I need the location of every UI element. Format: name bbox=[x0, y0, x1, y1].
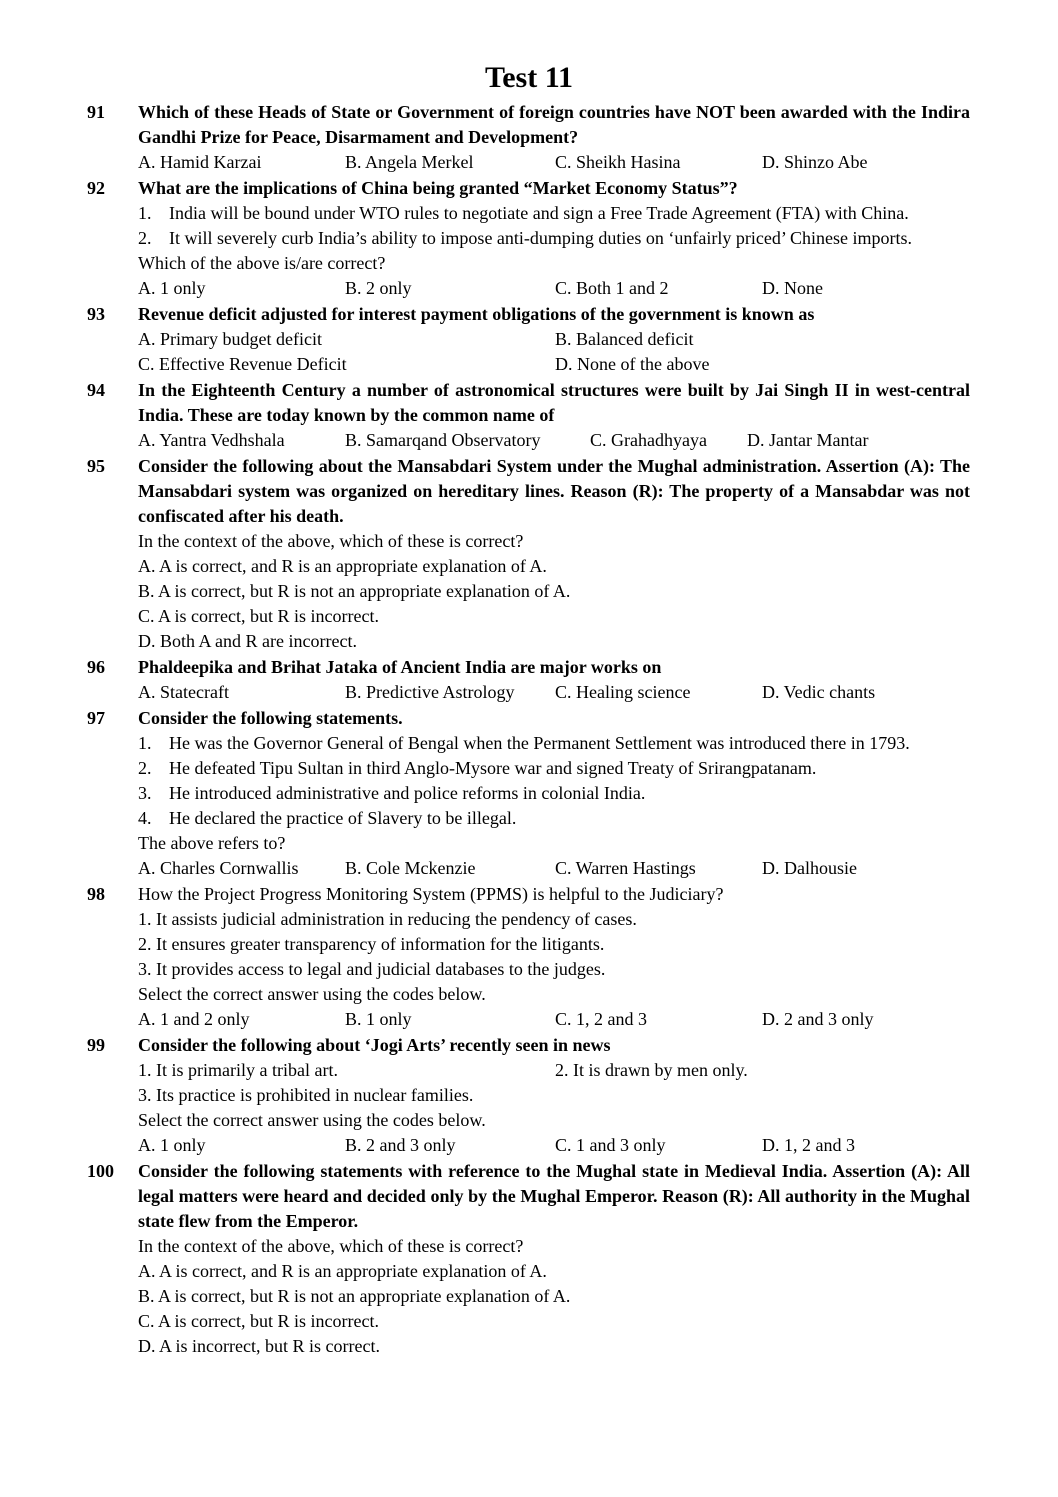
list-item-text: He defeated Tipu Sultan in third Anglo-Mysore war and signed Treaty of Srirangpatanam. bbox=[169, 758, 817, 778]
option: D. Vedic chants bbox=[762, 682, 876, 702]
answer-line: Select the correct answer using the codes below. bbox=[138, 984, 486, 1004]
option: D. Jantar Mantar bbox=[747, 430, 869, 450]
question bbox=[0, 100, 1058, 175]
question-number: 96 bbox=[87, 657, 105, 677]
list-item-text: It will severely curb India’s ability to impose anti-dumping duties on ‘unfairly priced’ Chinese imports. bbox=[169, 228, 913, 248]
option: C. Healing science bbox=[555, 682, 691, 702]
question bbox=[0, 176, 1058, 301]
questions-list bbox=[0, 100, 1058, 1359]
options-row bbox=[138, 680, 970, 705]
question-body bbox=[138, 176, 970, 301]
question bbox=[0, 302, 1058, 377]
option: D. Dalhousie bbox=[762, 858, 857, 878]
question-text: The above refers to? bbox=[138, 833, 286, 853]
option: B. Balanced deficit bbox=[555, 329, 694, 349]
option: C. Effective Revenue Deficit bbox=[138, 354, 347, 374]
answer-line: D. A is incorrect, but R is correct. bbox=[138, 1336, 380, 1356]
answer-line: Select the correct answer using the codes below. bbox=[138, 1110, 486, 1130]
option: D. 2 and 3 only bbox=[762, 1009, 874, 1029]
option: D. 1, 2 and 3 bbox=[762, 1135, 855, 1155]
question bbox=[0, 655, 1058, 705]
list-item-number: 2. bbox=[138, 228, 152, 248]
list-item bbox=[138, 731, 970, 756]
question-number: 95 bbox=[87, 456, 105, 476]
question-number: 92 bbox=[87, 178, 105, 198]
question-stem: In the Eighteenth Century a number of astronomical structures were built by Jai Singh II in west-central India. These are today known by the common name of bbox=[138, 380, 970, 425]
option: B. 1 only bbox=[345, 1009, 412, 1029]
question bbox=[0, 378, 1058, 453]
options-row bbox=[138, 327, 970, 352]
options-row bbox=[138, 276, 970, 301]
question-stem: Consider the following statements with reference to the Mughal state in Medieval India. Assertion (A): All legal matters were heard and decided only by the Mughal Emperor. Reason (R): All authority in the Mughal state flew from the Emperor. bbox=[138, 1161, 970, 1231]
answer-line: D. Both A and R are incorrect. bbox=[138, 631, 357, 651]
option: B. Cole Mckenzie bbox=[345, 858, 476, 878]
options-row bbox=[138, 1133, 970, 1158]
statements-row bbox=[138, 1058, 970, 1083]
answer-line: 2. It ensures greater transparency of information for the litigants. bbox=[138, 934, 605, 954]
question-body bbox=[138, 655, 970, 705]
option: C. 1 and 3 only bbox=[555, 1135, 666, 1155]
question-text: In the context of the above, which of these is correct? bbox=[138, 531, 524, 551]
question-stem: Consider the following about the Mansabdari System under the Mughal administration. Assertion (A): The Mansabdari system was organized on hereditary lines. Reason (R): The property of a Mansabdar was not confiscated after his death. bbox=[138, 456, 970, 526]
option: C. Sheikh Hasina bbox=[555, 152, 681, 172]
answer-line: C. A is correct, but R is incorrect. bbox=[138, 1311, 379, 1331]
option: A. Charles Cornwallis bbox=[138, 858, 299, 878]
option: D. None of the above bbox=[555, 354, 710, 374]
option: B. 2 only bbox=[345, 278, 412, 298]
question-text: Which of the above is/are correct? bbox=[138, 253, 386, 273]
option: A. 1 only bbox=[138, 278, 206, 298]
list-item-text: He introduced administrative and police reforms in colonial India. bbox=[169, 783, 646, 803]
options-row bbox=[138, 856, 970, 881]
answer-line: 3. It provides access to legal and judicial databases to the judges. bbox=[138, 959, 606, 979]
options-row bbox=[138, 1007, 970, 1032]
question bbox=[0, 454, 1058, 654]
question-text: How the Project Progress Monitoring System (PPMS) is helpful to the Judiciary? bbox=[138, 884, 724, 904]
question-body bbox=[138, 454, 970, 654]
statement: 2. It is drawn by men only. bbox=[555, 1060, 748, 1080]
question-number: 97 bbox=[87, 708, 105, 728]
list-item bbox=[138, 756, 970, 781]
option: C. Warren Hastings bbox=[555, 858, 696, 878]
list-item-text: He declared the practice of Slavery to be illegal. bbox=[169, 808, 517, 828]
statement: 1. It is primarily a tribal art. bbox=[138, 1060, 338, 1080]
options-row bbox=[138, 150, 970, 175]
question bbox=[0, 706, 1058, 881]
question-number: 98 bbox=[87, 884, 105, 904]
option: D. Shinzo Abe bbox=[762, 152, 868, 172]
question-body bbox=[138, 882, 970, 1032]
question-stem: Consider the following statements. bbox=[138, 708, 403, 728]
answer-line: 1. It assists judicial administration in reducing the pendency of cases. bbox=[138, 909, 637, 929]
question bbox=[0, 882, 1058, 1032]
answer-line: 3. Its practice is prohibited in nuclear families. bbox=[138, 1085, 474, 1105]
question bbox=[0, 1159, 1058, 1359]
option: A. 1 only bbox=[138, 1135, 206, 1155]
question-number: 99 bbox=[87, 1035, 105, 1055]
option: A. Statecraft bbox=[138, 682, 229, 702]
list-item bbox=[138, 781, 970, 806]
option: B. Predictive Astrology bbox=[345, 682, 515, 702]
list-item-number: 3. bbox=[138, 783, 152, 803]
question-body bbox=[138, 100, 970, 175]
question-body bbox=[138, 1033, 970, 1158]
option: B. Angela Merkel bbox=[345, 152, 474, 172]
list-item bbox=[138, 201, 970, 226]
option: A. Hamid Karzai bbox=[138, 152, 262, 172]
answer-line: B. A is correct, but R is not an appropriate explanation of A. bbox=[138, 1286, 571, 1306]
question-stem: Consider the following about ‘Jogi Arts’ recently seen in news bbox=[138, 1035, 611, 1055]
question-stem: Revenue deficit adjusted for interest payment obligations of the government is known as bbox=[138, 304, 815, 324]
option: B. 2 and 3 only bbox=[345, 1135, 456, 1155]
list-item-number: 2. bbox=[138, 758, 152, 778]
question-number: 100 bbox=[87, 1161, 114, 1181]
list-item-text: India will be bound under WTO rules to negotiate and sign a Free Trade Agreement (FTA) with China. bbox=[169, 203, 909, 223]
answer-line: C. A is correct, but R is incorrect. bbox=[138, 606, 379, 626]
question-body bbox=[138, 302, 970, 377]
list-item bbox=[138, 226, 970, 251]
list-item-number: 4. bbox=[138, 808, 152, 828]
option: C. 1, 2 and 3 bbox=[555, 1009, 647, 1029]
question-number: 94 bbox=[87, 380, 105, 400]
option: C. Grahadhyaya bbox=[590, 430, 707, 450]
list-item-text: He was the Governor General of Bengal when the Permanent Settlement was introduced there in 1793. bbox=[169, 733, 910, 753]
question-number: 91 bbox=[87, 102, 105, 122]
answer-line: B. A is correct, but R is not an appropriate explanation of A. bbox=[138, 581, 571, 601]
option: B. Samarqand Observatory bbox=[345, 430, 541, 450]
question-body bbox=[138, 378, 970, 453]
list-item-number: 1. bbox=[138, 733, 152, 753]
list-item-number: 1. bbox=[138, 203, 152, 223]
question-body bbox=[138, 1159, 970, 1359]
question-stem: Phaldeepika and Brihat Jataka of Ancient India are major works on bbox=[138, 657, 662, 677]
options-row bbox=[138, 352, 970, 377]
list-item bbox=[138, 806, 970, 831]
question-number: 93 bbox=[87, 304, 105, 324]
option: C. Both 1 and 2 bbox=[555, 278, 669, 298]
question-body bbox=[138, 706, 970, 881]
option: A. Yantra Vedhshala bbox=[138, 430, 285, 450]
page-title: Test 11 bbox=[484, 61, 574, 94]
question-stem: What are the implications of China being granted “Market Economy Status”? bbox=[138, 178, 738, 198]
question-stem: Which of these Heads of State or Government of foreign countries have NOT been awarded with the Indira Gandhi Prize for Peace, Disarmament and Development? bbox=[138, 102, 970, 147]
answer-line: A. A is correct, and R is an appropriate explanation of A. bbox=[138, 556, 547, 576]
question-text: In the context of the above, which of these is correct? bbox=[138, 1236, 524, 1256]
option: A. Primary budget deficit bbox=[138, 329, 322, 349]
options-row bbox=[138, 428, 970, 453]
option: D. None bbox=[762, 278, 823, 298]
option: A. 1 and 2 only bbox=[138, 1009, 250, 1029]
question bbox=[0, 1033, 1058, 1158]
answer-line: A. A is correct, and R is an appropriate explanation of A. bbox=[138, 1261, 547, 1281]
